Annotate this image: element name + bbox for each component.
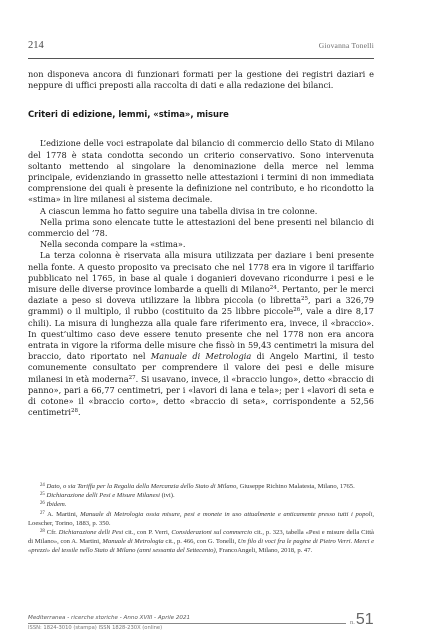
text-run: La terza colonna è riservata alla misura utilizzata per daziare i beni presente nella fonte. A questo proposito va precisato che nel 1778 era in vigore il tariffario pubblicato nel 1765, in base al quale i doganieri dovevano ricondurre i pesi e le misure delle diverse province lombarde a quelli di Milano <box>28 250 374 295</box>
text-run: cit., con P. Verri, <box>123 529 172 537</box>
issue-prefix: n. <box>350 619 355 626</box>
text-run: Cfr. <box>46 529 59 537</box>
text-run: . Si usavano, invece, il «braccio lungo», detto «braccio di panno», pari a 66,77 centimetri, per i «lavori di lana e tela»; per i «lavori di seta e di cotone» il «braccio corto», detto «braccio di seta», corrispondente a 52,56 centimetri <box>28 373 374 418</box>
footnote-title: Dato, o sia Tariffa per la Regalia della Mercanzia dello Stato di Milano <box>46 483 237 490</box>
paragraph: Nella seconda compare la «stima». <box>40 239 186 250</box>
paragraph: non disponeva ancora di funzionari formati per la gestione dei registri daziari e neppure di uffici preposti alla raccolta di dati e alla redazione dei bilanci. <box>28 69 374 91</box>
section-heading: Criteri di edizione, lemmi, «stima», misure <box>28 109 229 120</box>
footnote-ref[interactable]: 27 <box>128 374 136 381</box>
paragraph: Nella prima sono elencate tutte le attestazioni del bene presenti nel bilancio di commercio del ’78. <box>28 216 374 239</box>
journal-info: Mediterranea - ricerche storiche - Anno XVIII - Aprile 2021 <box>28 615 191 621</box>
text-run: A. Martini, <box>47 510 81 518</box>
body-text <box>28 69 374 418</box>
text-run: . <box>78 407 81 418</box>
footnote-number: 28 <box>40 529 45 535</box>
header-rule <box>28 58 374 59</box>
footnote-title: Considerazioni sul commercio <box>171 529 253 537</box>
text-run: cit., p. 466, con G. Tonelli, <box>163 538 238 546</box>
footnote-number: 25 <box>40 492 45 498</box>
footnote-title: Un filo di voci fra le pagine di Pietro Verri. Merci e «prezzi» del tessile nello Stato di Milano (anni sessanta del Settecento) <box>28 538 374 555</box>
header-page-number: 214 <box>28 39 44 51</box>
text-run: , FrancoAngeli, Milano, 2018, p. 47. <box>215 547 313 555</box>
footnote-ref[interactable]: 28 <box>71 408 79 415</box>
footer-page-number <box>350 611 374 629</box>
footnote-title: Manuale di Metrologia ossia misure, pesi e monete in uso attualmente e anticamente presso tutti i popoli <box>80 510 373 518</box>
footnote-ref[interactable]: 25 <box>301 296 309 303</box>
footnotes <box>28 482 374 556</box>
text-run: , Loescher, Torino, 1883, p. 350. <box>28 510 375 527</box>
footer-rule <box>28 623 346 624</box>
footnote-ref[interactable]: 26 <box>293 307 301 314</box>
text-run: di Angelo Martini, il testo comunemente consultato per comprendere il valore dei pesi e delle misure milanesi in età moderna <box>28 351 375 384</box>
footnote-title: Dichiarazione delli Pesi <box>58 529 124 537</box>
text-run: , vale a dire 8,17 chili). La misura di lunghezza alla quale fare riferimento era, invece, il «braccio». In quest’ultimo caso deve essere tenuto presente che nel 1778 non era ancora entrata in vigore la riforma delle misure che fissò in 59,43 centimetri la misura del braccio, dato riportato nel <box>28 306 374 362</box>
text-run: (ivi). <box>159 492 175 500</box>
footnote-number: 24 <box>40 483 45 488</box>
book-title: Manuale di Metrologia <box>150 351 252 362</box>
footnote <box>28 528 374 556</box>
footnote-number: 26 <box>40 501 45 507</box>
header-author: Giovanna Tonelli <box>318 40 374 50</box>
footnote <box>28 491 374 500</box>
footnote-ref[interactable]: 24 <box>269 285 277 292</box>
paragraph <box>28 250 374 418</box>
footnote-number: 27 <box>40 510 45 516</box>
footnote-title: Dichiarazione delli Pesi e Misure Milanesi <box>46 492 160 500</box>
footnote <box>28 482 374 491</box>
footnote-title: Ibidem. <box>46 501 67 509</box>
footnote <box>28 510 374 528</box>
footnote <box>28 500 374 509</box>
footnote-title: Manuale di Metrologia <box>102 538 164 546</box>
running-header <box>28 38 374 52</box>
text-run: , Giuseppe Richino Malatesta, Milano, 1765. <box>236 483 355 490</box>
paragraph: A ciascun lemma ho fatto seguire una tabella divisa in tre colonne. <box>40 205 318 216</box>
text-run: . Pertanto, per le merci daziate a peso si doveva utilizzare la libbra piccola (o libretta <box>28 284 375 306</box>
text-run: cit., p. 323, tabella «Pesi e misure della Città di Milano», con A. Martini, <box>28 529 374 546</box>
text-run: , pari a 326,79 grammi) o il multiplo, il rubbo (costituito da 25 libbre piccole <box>28 295 374 317</box>
paragraph: L’edizione delle voci estrapolate dal bilancio di commercio dello Stato di Milano del 1778 è stata condotta secondo un criterio conservativo. Sono intervenuta soltanto mettendo al singolare la denominazione della merce nel lemma principale, evidenziando in grassetto nelle attestazioni i termini di non immediata comprensione dei quali è presente la definizione nel contributo, e ho ricondotto la «stima» in lire milanesi al sistema decimale. <box>28 138 374 205</box>
issn-info: ISSN: 1824-3010 (stampa) ISSN 1828-230X (online) <box>28 625 163 631</box>
page-number: 51 <box>355 611 374 628</box>
